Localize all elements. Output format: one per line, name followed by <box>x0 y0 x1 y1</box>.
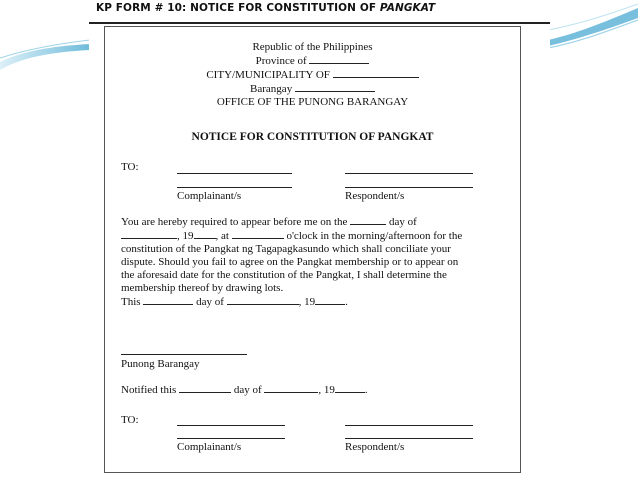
notified-year-blank[interactable] <box>335 383 365 393</box>
body-line-5: the aforesaid date for the constitution of the Pangkat, I shall determine the <box>121 269 447 281</box>
complainant-line-1b[interactable] <box>177 187 292 188</box>
province-line: Province of <box>105 54 520 68</box>
punong-barangay-label: Punong Barangay <box>121 358 200 370</box>
body-line-6: membership thereof by drawing lots. <box>121 282 284 294</box>
province-blank[interactable] <box>309 54 369 64</box>
respondent-line-1b[interactable] <box>345 187 473 188</box>
year-blank[interactable] <box>194 229 216 239</box>
time-blank[interactable] <box>232 229 284 239</box>
notice-form <box>104 26 521 473</box>
body-line-1: You are hereby required to appear before me on the day of <box>121 216 417 228</box>
city-blank[interactable] <box>333 68 419 78</box>
this-day-blank[interactable] <box>143 295 193 305</box>
respondent-label-1: Respondent/s <box>345 190 405 202</box>
complainant-line-2a[interactable] <box>177 425 285 426</box>
punong-signature-line[interactable] <box>121 354 247 355</box>
respondent-line-2a[interactable] <box>345 425 473 426</box>
respondent-line-1a[interactable] <box>345 173 473 174</box>
city-line: CITY/MUNICIPALITY OF <box>105 68 520 82</box>
office-line: OFFICE OF THE PUNONG BARANGAY <box>216 96 409 108</box>
complainant-label-1: Complainant/s <box>177 190 242 202</box>
body-line-2: , 19 , at o'clock in the morning/afternoon for the <box>121 229 519 243</box>
this-year-blank[interactable] <box>315 295 345 305</box>
respondent-label-2: Respondent/s <box>345 441 405 453</box>
title-rule <box>89 22 550 24</box>
body-line-4: dispute. Should you fail to agree on the Pangkat membership or to appear on <box>121 256 459 268</box>
barangay-line: Barangay <box>105 82 520 96</box>
republic-line: Republic of the Philippines <box>252 41 373 53</box>
month-blank[interactable] <box>121 229 177 239</box>
complainant-line-1a[interactable] <box>177 173 292 174</box>
body-line-3: constitution of the Pangkat ng Tagapagkasundo which shall conciliate your <box>121 243 451 255</box>
notice-body <box>121 215 519 309</box>
form-title: KP FORM # 10: NOTICE FOR CONSTITUTION OF PANGKAT <box>96 2 436 14</box>
to-label-2: TO: <box>121 414 139 426</box>
notified-month-blank[interactable] <box>264 383 318 393</box>
complainant-line-2b[interactable] <box>177 438 285 439</box>
notified-line: Notified this day of , 19 . <box>121 384 368 396</box>
body-line-7: This day of , 19 . <box>121 296 348 308</box>
this-month-blank[interactable] <box>227 295 299 305</box>
notice-title: NOTICE FOR CONSTITUTION OF PANGKAT <box>191 131 434 143</box>
barangay-blank[interactable] <box>295 82 375 92</box>
notified-day-blank[interactable] <box>179 383 231 393</box>
complainant-label-2: Complainant/s <box>177 441 242 453</box>
day-blank[interactable] <box>350 215 386 225</box>
respondent-line-2b[interactable] <box>345 438 473 439</box>
to-label-1: TO: <box>121 161 139 173</box>
